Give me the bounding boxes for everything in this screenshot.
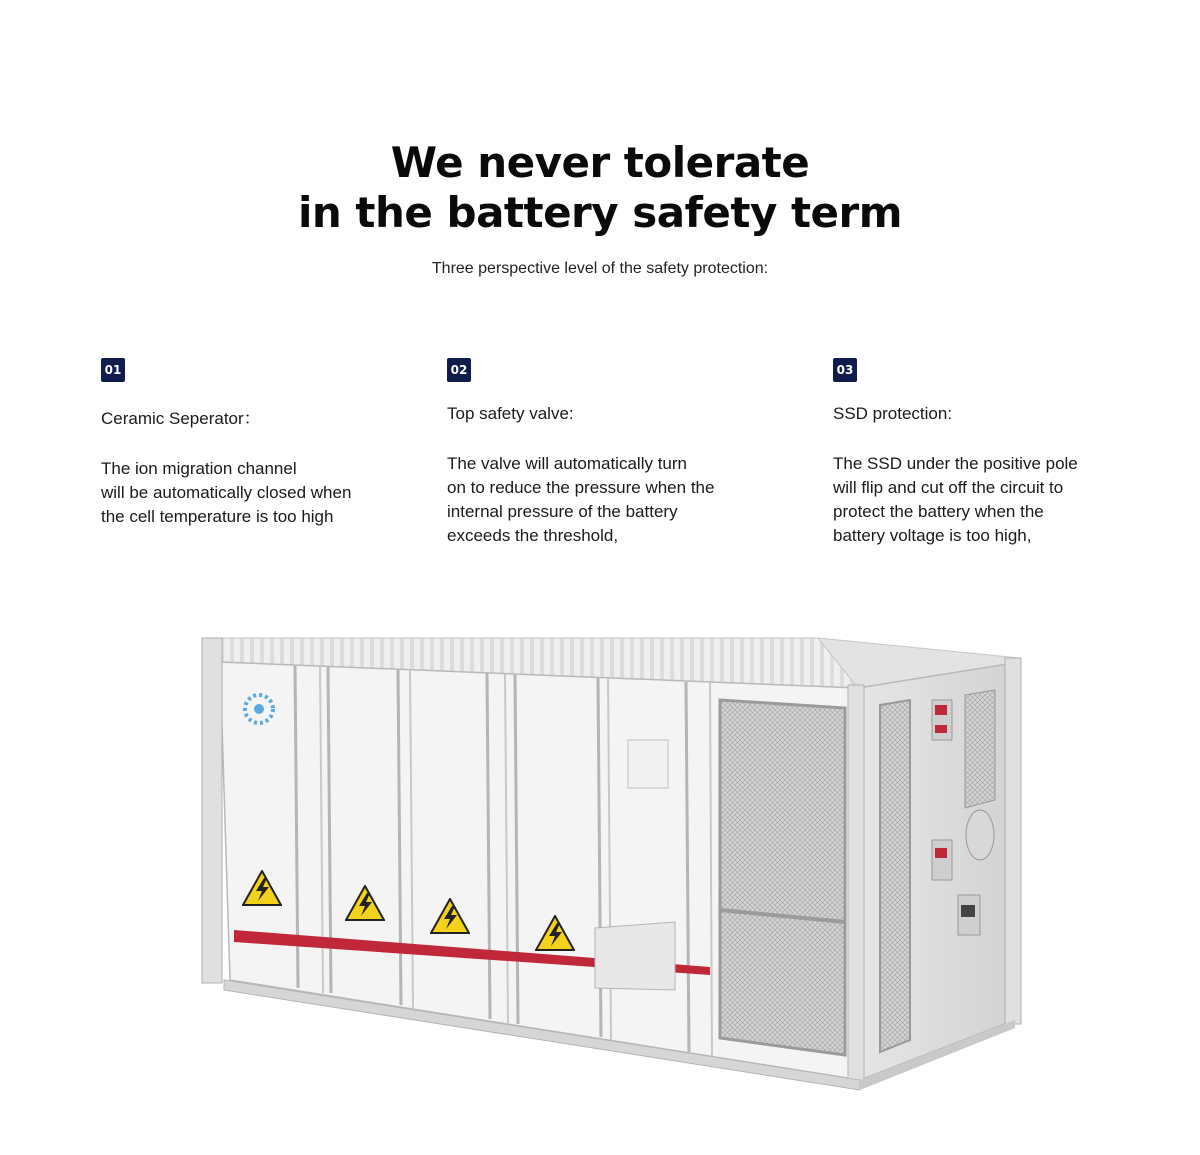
title-line-2: in the battery safety term bbox=[298, 188, 902, 237]
feature-ssd-protection bbox=[833, 358, 1133, 548]
feature-title: Ceramic Seperator： bbox=[101, 409, 261, 428]
feature-number-badge: 03 bbox=[833, 358, 857, 382]
hero-section bbox=[0, 138, 1200, 278]
page-subtitle: Three perspective level of the safety protection: bbox=[431, 260, 769, 277]
page-title bbox=[0, 138, 1200, 238]
battery-container-image bbox=[190, 600, 1040, 1100]
feature-description: The SSD under the positive pole will flip and cut off the circuit to protect the battery when the battery voltage is too high, bbox=[833, 454, 1078, 545]
title-line-1: We never tolerate bbox=[390, 138, 810, 187]
feature-description: The valve will automatically turn on to reduce the pressure when the internal pressure of the battery exceeds the threshold, bbox=[447, 454, 715, 545]
feature-description: The ion migration channel will be automatically closed when the cell temperature is too high bbox=[101, 459, 352, 526]
feature-number-badge: 01 bbox=[101, 358, 125, 382]
feature-ceramic-separator bbox=[101, 358, 401, 529]
feature-title: SSD protection: bbox=[833, 404, 953, 423]
feature-number-badge: 02 bbox=[447, 358, 471, 382]
feature-top-safety-valve bbox=[447, 358, 747, 548]
feature-title: Top safety valve: bbox=[447, 404, 574, 423]
